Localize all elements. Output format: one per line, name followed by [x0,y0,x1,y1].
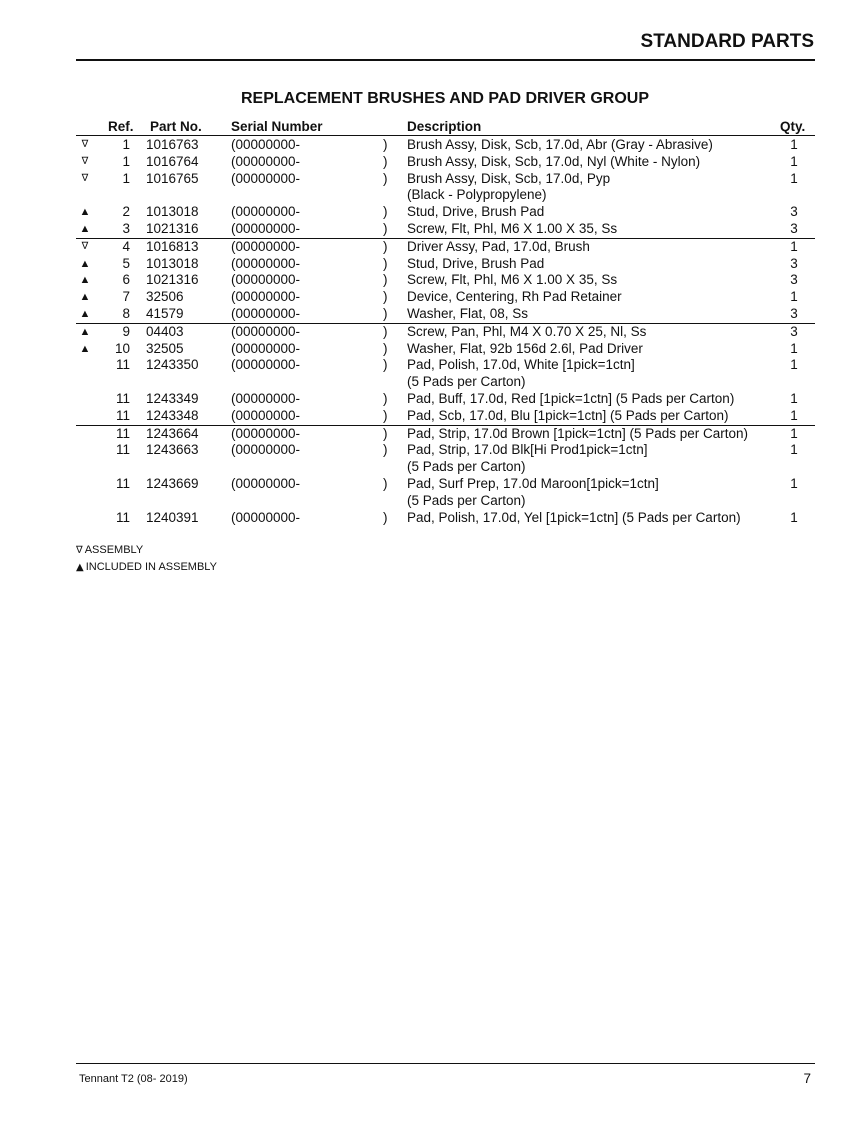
description-line: Pad, Strip, 17.0d Brown [1pick=1ctn] (5 Pads per Carton) [407,425,749,441]
description-cell [407,204,544,221]
included-marker-icon: ▲ [79,307,91,320]
description-cell [407,256,544,273]
description-cell [407,324,646,341]
part-number-cell: 1021316 [146,220,199,236]
description-cell [407,476,659,510]
qty-cell: 1 [790,137,798,152]
description-cell [407,221,617,238]
included-marker-icon: ▲ [79,274,91,287]
included-marker-icon: ▲ [79,342,91,355]
part-number-cell: 1021316 [146,272,199,288]
ref-cell: 5 [122,255,130,271]
description-line: Driver Assy, Pad, 17.0d, Brush [407,238,590,254]
serial-number-cell: (00000000- [231,238,301,254]
table-row [76,238,815,256]
part-number-cell: 1243669 [146,475,199,491]
description-cell [407,357,635,391]
legend-assembly-label: ASSEMBLY [84,544,144,556]
part-number-cell: 1013018 [146,255,199,271]
qty-cell: 3 [790,220,798,236]
legend-assembly [76,544,143,556]
serial-close-paren: ) [383,357,388,373]
serial-close-paren: ) [383,323,388,339]
serial-number-cell: (00000000- [231,475,301,491]
qty-cell: 1 [790,289,798,305]
description-line: Pad, Surf Prep, 17.0d Maroon[1pick=1ctn] [407,475,659,491]
page-header-title: STANDARD PARTS [640,31,814,52]
ref-cell: 9 [122,323,130,339]
serial-close-paren: ) [383,255,388,271]
ref-cell: 7 [122,289,130,305]
included-marker-icon: ▲ [79,325,91,338]
serial-number-cell: (00000000- [231,289,301,305]
description-cell [407,137,713,154]
description-cell [407,391,734,408]
description-cell [407,510,741,527]
serial-number-cell: (00000000- [231,425,301,441]
table-row [76,323,815,341]
table-row [0,306,866,323]
qty-cell: 1 [790,475,798,491]
description-line: (5 Pads per Carton) [407,374,526,390]
included-symbol-icon: ▲ [76,562,84,573]
included-marker-icon: ▲ [79,257,91,270]
serial-number-cell: (00000000- [231,255,301,271]
serial-number-cell: (00000000- [231,305,301,321]
serial-number-cell: (00000000- [231,272,301,288]
serial-close-paren: ) [383,238,388,254]
description-cell [407,289,622,306]
serial-close-paren: ) [383,407,388,423]
description-line: Pad, Scb, 17.0d, Blu [1pick=1ctn] (5 Pads per Carton) [407,407,729,423]
table-row [0,221,866,238]
table-row [0,442,866,476]
description-line: Pad, Polish, 17.0d, White [1pick=1ctn] [407,357,635,373]
table-row [0,341,866,358]
description-cell [407,154,700,171]
description-cell [407,426,748,443]
description-line: (Black - Polypropylene) [407,187,547,203]
ref-cell: 11 [115,357,130,373]
description-line: Washer, Flat, 92b 156d 2.6l, Pad Driver [407,340,643,356]
description-cell [407,408,729,425]
ref-cell: 11 [115,475,130,491]
description-line: Screw, Flt, Phl, M6 X 1.00 X 35, Ss [407,220,618,236]
table-row [0,357,866,391]
serial-close-paren: ) [383,475,388,491]
column-header-description: Description [407,119,482,134]
serial-close-paren: ) [383,390,388,406]
serial-number-cell: (00000000- [231,323,301,339]
table-row [0,510,866,527]
serial-close-paren: ) [383,153,388,169]
serial-close-paren: ) [383,170,388,186]
serial-close-paren: ) [383,425,388,441]
qty-cell: 1 [790,442,798,458]
serial-number-cell: (00000000- [231,170,301,186]
ref-cell: 1 [122,153,130,169]
table-row [0,204,866,221]
qty-cell: 1 [790,357,798,373]
serial-close-paren: ) [383,509,388,525]
ref-cell: 11 [115,442,130,458]
serial-number-cell: (00000000- [231,137,301,152]
serial-close-paren: ) [383,220,388,236]
description-cell [407,272,617,289]
description-line: Pad, Strip, 17.0d Blk[Hi Prod1pick=1ctn] [407,442,648,458]
ref-cell: 3 [122,220,130,236]
qty-cell: 1 [790,340,798,356]
ref-cell: 6 [122,272,130,288]
assembly-marker-icon: ∇ [81,240,89,252]
description-line: Stud, Drive, Brush Pad [407,204,545,220]
description-line: Washer, Flat, 08, Ss [407,305,529,321]
assembly-marker-icon: ∇ [81,139,89,150]
legend-included-label: INCLUDED IN ASSEMBLY [85,561,217,573]
description-line: Pad, Polish, 17.0d, Yel [1pick=1ctn] (5 Pads per Carton) [407,509,741,525]
description-cell [407,306,528,323]
qty-cell: 3 [790,323,798,339]
parts-table [0,137,866,526]
column-header-qty: Qty. [780,119,806,134]
footer-document-info: Tennant T2 (08- 2019) [79,1073,188,1085]
part-number-cell: 1016764 [146,153,199,169]
part-number-cell: 1243349 [146,390,199,406]
table-row [0,272,866,289]
ref-cell: 11 [115,425,130,441]
description-line: Brush Assy, Disk, Scb, 17.0d, Pyp [407,170,611,186]
page-number: 7 [803,1071,811,1086]
serial-close-paren: ) [383,442,388,458]
description-cell [407,171,610,205]
table-row [0,154,866,171]
table-row [0,476,866,510]
description-cell [407,341,643,358]
section-title: REPLACEMENT BRUSHES AND PAD DRIVER GROUP [240,90,650,107]
included-marker-icon: ▲ [79,222,91,235]
included-marker-icon: ▲ [79,291,91,304]
serial-close-paren: ) [383,305,388,321]
serial-number-cell: (00000000- [231,442,301,458]
serial-number-cell: (00000000- [231,204,301,220]
description-line: Screw, Flt, Phl, M6 X 1.00 X 35, Ss [407,272,618,288]
part-number-cell: 1013018 [146,204,199,220]
serial-number-cell: (00000000- [231,509,301,525]
serial-close-paren: ) [383,272,388,288]
qty-cell: 1 [790,238,798,254]
part-number-cell: 1243664 [146,425,199,441]
qty-cell: 3 [790,255,798,271]
description-line: Brush Assy, Disk, Scb, 17.0d, Nyl (White - Nylon) [407,153,701,169]
included-marker-icon: ▲ [79,206,91,219]
ref-cell: 10 [114,340,130,356]
column-header-serial-number: Serial Number [231,119,323,134]
serial-close-paren: ) [383,137,388,152]
description-line: Device, Centering, Rh Pad Retainer [407,289,622,305]
serial-close-paren: ) [383,289,388,305]
part-number-cell: 1243348 [146,407,199,423]
description-cell [407,442,648,476]
ref-cell: 8 [122,305,130,321]
part-number-cell: 1240391 [146,509,199,525]
ref-cell: 11 [115,509,130,525]
description-cell [407,239,590,256]
serial-close-paren: ) [383,204,388,220]
assembly-marker-icon: ∇ [81,172,89,184]
qty-cell: 1 [790,407,798,423]
qty-cell: 1 [790,425,798,441]
qty-cell: 1 [790,509,798,525]
serial-number-cell: (00000000- [231,220,301,236]
serial-number-cell: (00000000- [231,407,301,423]
part-number-cell: 1016765 [146,170,199,186]
part-number-cell: 1243663 [146,442,199,458]
header-divider [76,59,815,61]
description-line: Stud, Drive, Brush Pad [407,255,545,271]
qty-cell: 3 [790,204,798,220]
part-number-cell: 32506 [146,289,184,305]
column-header-part-no: Part No. [150,119,202,134]
description-line: Screw, Pan, Phl, M4 X 0.70 X 25, Nl, Ss [407,323,647,339]
table-row [76,425,815,443]
table-row [0,408,866,425]
ref-cell: 1 [122,137,130,152]
table-row [0,137,866,154]
serial-number-cell: (00000000- [231,390,301,406]
description-line: (5 Pads per Carton) [407,492,526,508]
part-number-cell: 1243350 [146,357,199,373]
table-row [0,256,866,273]
part-number-cell: 1016813 [146,238,199,254]
assembly-symbol-icon: ∇ [76,545,83,556]
serial-number-cell: (00000000- [231,340,301,356]
description-line: Pad, Buff, 17.0d, Red [1pick=1ctn] (5 Pads per Carton) [407,390,735,406]
ref-cell: 2 [122,204,130,220]
part-number-cell: 1016763 [146,137,199,152]
qty-cell: 1 [790,390,798,406]
footer-divider [76,1063,815,1064]
part-number-cell: 41579 [146,305,184,321]
serial-close-paren: ) [383,340,388,356]
part-number-cell: 32505 [146,340,184,356]
table-row [0,289,866,306]
qty-cell: 1 [790,170,798,186]
ref-cell: 4 [122,238,130,254]
serial-number-cell: (00000000- [231,153,301,169]
serial-number-cell: (00000000- [231,357,301,373]
description-line: (5 Pads per Carton) [407,459,526,475]
table-header-divider [76,135,815,136]
assembly-marker-icon: ∇ [81,155,89,167]
ref-cell: 11 [115,390,130,406]
legend-included [76,561,217,573]
description-line: Brush Assy, Disk, Scb, 17.0d, Abr (Gray - Abrasive) [407,137,713,152]
column-header-ref: Ref. [108,119,134,134]
ref-cell: 1 [122,170,130,186]
table-row [0,391,866,408]
qty-cell: 3 [790,272,798,288]
qty-cell: 3 [790,305,798,321]
ref-cell: 11 [115,407,130,423]
table-row [0,171,866,205]
part-number-cell: 04403 [146,323,184,339]
qty-cell: 1 [790,153,798,169]
